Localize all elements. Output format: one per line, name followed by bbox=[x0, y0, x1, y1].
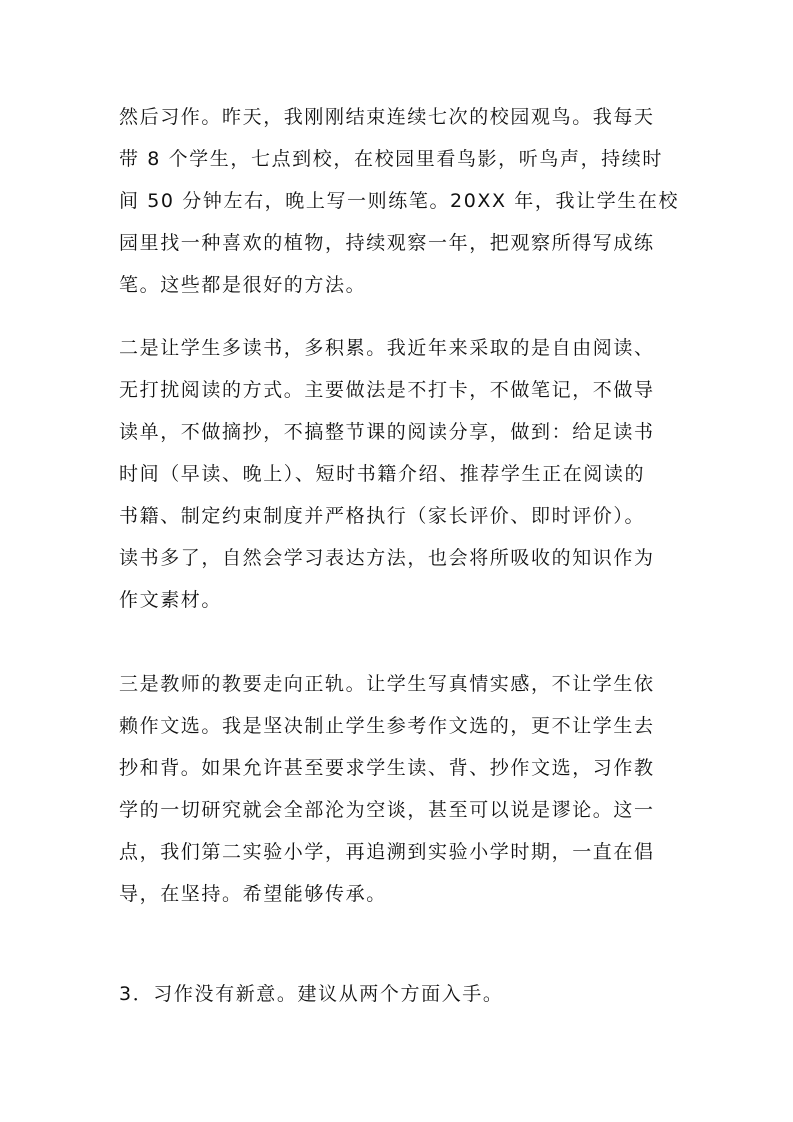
text-line: 三是教师的教要走向正轨。让学生写真情实感，不让学生依 bbox=[119, 673, 655, 695]
text-line: 无打扰阅读的方式。主要做法是不打卡，不做笔记，不做导 bbox=[119, 379, 655, 401]
paragraph-reading-accumulation bbox=[119, 327, 675, 621]
text-line: 带 8 个学生，七点到校，在校园里看鸟影，听鸟声，持续时 bbox=[119, 148, 663, 170]
text-line: 作文素材。 bbox=[119, 589, 223, 611]
text-line: 园里找一种喜欢的植物，持续观察一年，把观察所得写成练 bbox=[119, 232, 655, 254]
text-line: 赖作文选。我是坚决制止学生参考作文选的，更不让学生去 bbox=[119, 715, 655, 737]
text-line: 笔。这些都是很好的方法。 bbox=[119, 274, 367, 296]
text-line: 3．习作没有新意。建议从两个方面入手。 bbox=[119, 983, 504, 1005]
paragraph-observation-methods bbox=[119, 96, 680, 306]
paragraph-teaching-direction bbox=[119, 663, 675, 915]
text-line: 书籍、制定约束制度并严格执行（家长评价、即时评价）。 bbox=[119, 505, 646, 527]
text-line: 二是让学生多读书，多积累。我近年来采取的是自由阅读、 bbox=[119, 337, 655, 359]
text-line: 导，在坚持。希望能够传承。 bbox=[119, 883, 387, 905]
text-line: 然后习作。昨天，我刚刚结束连续七次的校园观鸟。我每天 bbox=[119, 106, 655, 128]
text-line: 读书多了，自然会学习表达方法，也会将所吸收的知识作为 bbox=[119, 547, 655, 569]
paragraph-section-heading bbox=[119, 973, 675, 1015]
text-line: 间 50 分钟左右，晚上写一则练笔。20XX 年，我让学生在校 bbox=[119, 190, 680, 212]
text-line: 点，我们第二实验小学，再追溯到实验小学时期，一直在倡 bbox=[119, 841, 655, 863]
text-line: 读单，不做摘抄，不搞整节课的阅读分享，做到：给足读书 bbox=[119, 421, 655, 443]
text-line: 学的一切研究就会全部沦为空谈，甚至可以说是谬论。这一 bbox=[119, 799, 655, 821]
text-line: 抄和背。如果允许甚至要求学生读、背、抄作文选，习作教 bbox=[119, 757, 655, 779]
text-line: 时间（早读、晚上）、短时书籍介绍、推荐学生正在阅读的 bbox=[119, 463, 646, 485]
